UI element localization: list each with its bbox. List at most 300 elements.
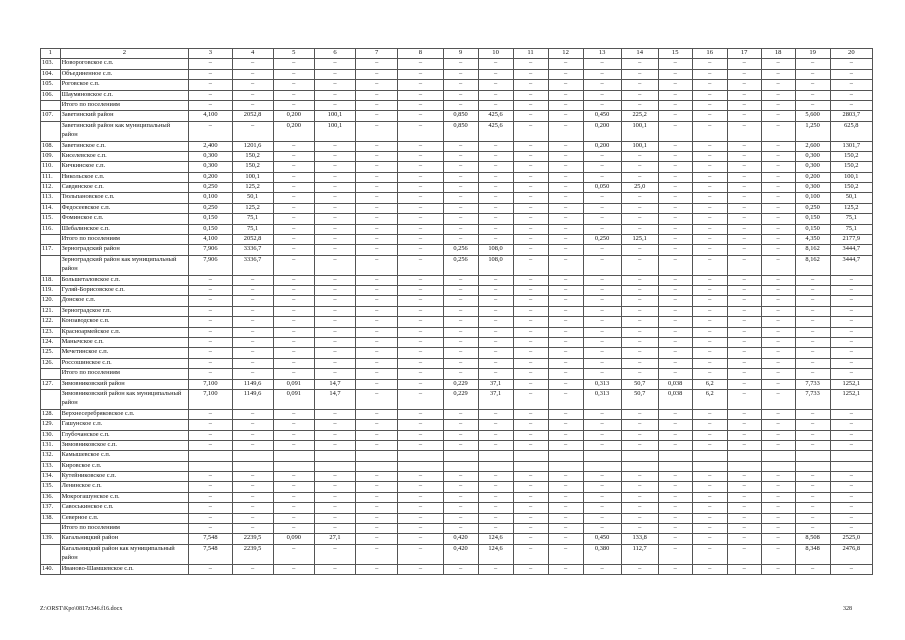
value-cell: – xyxy=(583,59,621,69)
value-cell: – xyxy=(443,296,478,306)
name-cell: Камышевское с.п. xyxy=(60,451,189,461)
value-cell: – xyxy=(548,193,583,203)
row-number-cell: 104. xyxy=(41,69,61,79)
value-cell: – xyxy=(398,440,443,450)
value-cell: – xyxy=(513,534,548,544)
row-number-cell: 130. xyxy=(41,430,61,440)
value-cell: – xyxy=(658,544,692,564)
value-cell: – xyxy=(830,513,872,523)
row-number-cell: 131. xyxy=(41,440,61,450)
value-cell: – xyxy=(583,255,621,275)
value-cell xyxy=(273,461,314,471)
value-cell: – xyxy=(658,214,692,224)
value-cell: – xyxy=(513,337,548,347)
value-cell: – xyxy=(830,59,872,69)
value-cell: – xyxy=(548,503,583,513)
value-cell: – xyxy=(621,255,658,275)
value-cell: – xyxy=(356,337,398,347)
row-number-cell: 126. xyxy=(41,358,61,368)
value-cell: – xyxy=(692,503,727,513)
value-cell: – xyxy=(658,59,692,69)
value-cell: – xyxy=(658,317,692,327)
value-cell: – xyxy=(830,482,872,492)
value-cell: 8,162 xyxy=(795,245,830,255)
value-cell: – xyxy=(478,337,513,347)
value-cell: 0,091 xyxy=(273,389,314,409)
value-cell: – xyxy=(356,69,398,79)
value-cell: – xyxy=(356,80,398,90)
value-cell: – xyxy=(621,503,658,513)
name-cell: Итого по поселениям xyxy=(60,235,189,245)
value-cell: – xyxy=(189,337,232,347)
value-cell: – xyxy=(513,492,548,502)
value-cell: – xyxy=(761,59,795,69)
value-cell: 625,8 xyxy=(830,121,872,141)
value-cell: 3336,7 xyxy=(232,255,273,275)
value-cell: – xyxy=(692,524,727,534)
column-header: 3 xyxy=(189,49,232,59)
value-cell: – xyxy=(692,430,727,440)
table-row xyxy=(41,564,873,574)
row-number-cell xyxy=(41,255,61,275)
column-header: 6 xyxy=(314,49,355,59)
value-cell: 0,313 xyxy=(583,389,621,409)
table-row xyxy=(41,492,873,502)
value-cell: 133,8 xyxy=(621,534,658,544)
value-cell: – xyxy=(830,90,872,100)
column-header: 20 xyxy=(830,49,872,59)
value-cell: – xyxy=(830,420,872,430)
value-cell: – xyxy=(513,564,548,574)
value-cell: – xyxy=(727,317,761,327)
value-cell: – xyxy=(513,141,548,151)
value-cell: – xyxy=(398,80,443,90)
value-cell: 1201,6 xyxy=(232,141,273,151)
value-cell: – xyxy=(727,513,761,523)
row-number-cell: 138. xyxy=(41,513,61,523)
value-cell: – xyxy=(478,296,513,306)
value-cell: 4,100 xyxy=(189,235,232,245)
value-cell: – xyxy=(356,503,398,513)
value-cell: 8,162 xyxy=(795,255,830,275)
row-number-cell: 112. xyxy=(41,183,61,193)
value-cell: – xyxy=(356,121,398,141)
value-cell: – xyxy=(761,306,795,316)
value-cell: 150,2 xyxy=(830,151,872,161)
value-cell: – xyxy=(795,503,830,513)
value-cell: – xyxy=(356,524,398,534)
table-row xyxy=(41,172,873,182)
value-cell: – xyxy=(795,430,830,440)
value-cell: – xyxy=(273,337,314,347)
value-cell: – xyxy=(658,513,692,523)
value-cell: – xyxy=(232,80,273,90)
value-cell: – xyxy=(513,90,548,100)
row-number-cell: 108. xyxy=(41,141,61,151)
row-number-cell: 129. xyxy=(41,420,61,430)
value-cell: – xyxy=(621,409,658,419)
value-cell: – xyxy=(727,348,761,358)
value-cell: 0,300 xyxy=(189,162,232,172)
table-row xyxy=(41,59,873,69)
value-cell: 225,2 xyxy=(621,111,658,121)
row-number-cell: 118. xyxy=(41,275,61,285)
value-cell: – xyxy=(232,296,273,306)
header-row xyxy=(41,49,873,59)
row-number-cell: 113. xyxy=(41,193,61,203)
value-cell: – xyxy=(658,151,692,161)
value-cell: – xyxy=(398,235,443,245)
value-cell: – xyxy=(658,348,692,358)
value-cell: – xyxy=(443,327,478,337)
column-header: 13 xyxy=(583,49,621,59)
value-cell xyxy=(443,461,478,471)
value-cell: – xyxy=(548,524,583,534)
value-cell: – xyxy=(513,111,548,121)
name-cell: Итого по поселениям xyxy=(60,524,189,534)
value-cell: – xyxy=(232,317,273,327)
row-number-cell: 116. xyxy=(41,224,61,234)
row-number-cell: 125. xyxy=(41,348,61,358)
value-cell: – xyxy=(548,151,583,161)
value-cell: – xyxy=(478,90,513,100)
value-cell: – xyxy=(621,100,658,110)
name-cell: Тюльпановское с.п. xyxy=(60,193,189,203)
name-cell: Савоськинское с.п. xyxy=(60,503,189,513)
value-cell: – xyxy=(795,440,830,450)
table-row xyxy=(41,482,873,492)
value-cell: – xyxy=(273,151,314,161)
value-cell: – xyxy=(727,59,761,69)
value-cell: 0,250 xyxy=(189,203,232,213)
value-cell: – xyxy=(727,235,761,245)
value-cell: – xyxy=(795,286,830,296)
value-cell: – xyxy=(548,327,583,337)
value-cell xyxy=(830,461,872,471)
name-cell: Заветинский район xyxy=(60,111,189,121)
table-row xyxy=(41,317,873,327)
value-cell: 0,300 xyxy=(795,151,830,161)
name-cell: Верхнесеребряковское с.п. xyxy=(60,409,189,419)
value-cell: – xyxy=(761,317,795,327)
value-cell xyxy=(273,451,314,461)
value-cell: – xyxy=(548,69,583,79)
row-number-cell xyxy=(41,524,61,534)
value-cell: – xyxy=(356,317,398,327)
name-cell: Гашунское с.п. xyxy=(60,420,189,430)
value-cell: – xyxy=(314,193,355,203)
value-cell: – xyxy=(478,513,513,523)
value-cell: 7,100 xyxy=(189,389,232,409)
row-number-cell: 133. xyxy=(41,461,61,471)
value-cell: – xyxy=(273,203,314,213)
value-cell: – xyxy=(513,358,548,368)
row-number-cell: 114. xyxy=(41,203,61,213)
value-cell: 100,1 xyxy=(314,111,355,121)
value-cell: – xyxy=(727,524,761,534)
value-cell: – xyxy=(273,409,314,419)
value-cell: – xyxy=(621,524,658,534)
value-cell: – xyxy=(548,100,583,110)
value-cell: – xyxy=(273,440,314,450)
table-row xyxy=(41,327,873,337)
value-cell: – xyxy=(443,524,478,534)
value-cell: – xyxy=(658,141,692,151)
table-row xyxy=(41,275,873,285)
value-cell: 0,091 xyxy=(273,379,314,389)
value-cell: – xyxy=(658,430,692,440)
table-row xyxy=(41,214,873,224)
value-cell: – xyxy=(398,524,443,534)
value-cell: – xyxy=(356,513,398,523)
name-cell: Киселевское с.п. xyxy=(60,151,189,161)
value-cell: 0,450 xyxy=(583,534,621,544)
value-cell: – xyxy=(830,327,872,337)
value-cell: 0,250 xyxy=(189,183,232,193)
value-cell: – xyxy=(398,172,443,182)
value-cell: 0,313 xyxy=(583,379,621,389)
value-cell: – xyxy=(692,69,727,79)
name-cell: Савдянское с.п. xyxy=(60,183,189,193)
value-cell: 50,1 xyxy=(232,193,273,203)
value-cell: – xyxy=(314,420,355,430)
value-cell: – xyxy=(478,193,513,203)
value-cell: – xyxy=(478,141,513,151)
value-cell: – xyxy=(658,524,692,534)
value-cell xyxy=(478,461,513,471)
value-cell: – xyxy=(443,141,478,151)
value-cell: – xyxy=(398,379,443,389)
value-cell: 150,2 xyxy=(830,183,872,193)
value-cell: – xyxy=(761,327,795,337)
value-cell: – xyxy=(443,69,478,79)
value-cell: – xyxy=(761,348,795,358)
value-cell: – xyxy=(273,472,314,482)
value-cell: – xyxy=(398,214,443,224)
value-cell: – xyxy=(621,317,658,327)
value-cell xyxy=(189,451,232,461)
value-cell: – xyxy=(356,564,398,574)
value-cell: – xyxy=(443,151,478,161)
row-number-cell: 136. xyxy=(41,492,61,502)
value-cell: – xyxy=(443,203,478,213)
value-cell: – xyxy=(443,472,478,482)
value-cell: – xyxy=(761,513,795,523)
value-cell: – xyxy=(443,440,478,450)
value-cell: – xyxy=(356,193,398,203)
value-cell: – xyxy=(398,492,443,502)
value-cell: – xyxy=(273,503,314,513)
column-header: 7 xyxy=(356,49,398,59)
name-cell: Зерноградский район как муниципальный район xyxy=(60,255,189,275)
value-cell: – xyxy=(398,203,443,213)
value-cell: 0,300 xyxy=(795,183,830,193)
table-row xyxy=(41,286,873,296)
name-cell: Федосеевское с.п. xyxy=(60,203,189,213)
value-cell: – xyxy=(761,389,795,409)
value-cell: – xyxy=(356,440,398,450)
value-cell: – xyxy=(727,224,761,234)
value-cell: – xyxy=(513,224,548,234)
value-cell: – xyxy=(692,358,727,368)
name-cell: Ленинское с.п. xyxy=(60,482,189,492)
value-cell: – xyxy=(398,409,443,419)
table-row xyxy=(41,451,873,461)
value-cell: – xyxy=(513,430,548,440)
value-cell: – xyxy=(583,151,621,161)
value-cell xyxy=(356,461,398,471)
row-number-cell: 110. xyxy=(41,162,61,172)
row-number-cell: 117. xyxy=(41,245,61,255)
value-cell: – xyxy=(727,286,761,296)
value-cell: – xyxy=(621,172,658,182)
value-cell xyxy=(398,451,443,461)
data-table xyxy=(40,48,873,575)
value-cell: – xyxy=(658,564,692,574)
value-cell: – xyxy=(189,100,232,110)
value-cell: – xyxy=(727,151,761,161)
value-cell: – xyxy=(189,503,232,513)
value-cell: – xyxy=(398,100,443,110)
value-cell: – xyxy=(727,534,761,544)
value-cell: – xyxy=(513,409,548,419)
page-number: 328 xyxy=(843,606,852,612)
value-cell: – xyxy=(189,482,232,492)
value-cell: – xyxy=(513,275,548,285)
value-cell: – xyxy=(398,162,443,172)
value-cell: – xyxy=(830,369,872,379)
value-cell: – xyxy=(761,430,795,440)
value-cell xyxy=(692,461,727,471)
value-cell: 2525,0 xyxy=(830,534,872,544)
value-cell: 2,400 xyxy=(189,141,232,151)
value-cell: – xyxy=(273,275,314,285)
value-cell: – xyxy=(692,513,727,523)
value-cell: – xyxy=(548,482,583,492)
value-cell: – xyxy=(273,183,314,193)
value-cell: – xyxy=(232,524,273,534)
value-cell: – xyxy=(513,162,548,172)
value-cell: – xyxy=(692,306,727,316)
value-cell: – xyxy=(548,162,583,172)
value-cell: – xyxy=(727,503,761,513)
value-cell: – xyxy=(443,492,478,502)
table-row xyxy=(41,224,873,234)
value-cell: – xyxy=(443,193,478,203)
value-cell: – xyxy=(727,193,761,203)
row-number-cell xyxy=(41,544,61,564)
value-cell: – xyxy=(232,492,273,502)
value-cell xyxy=(232,451,273,461)
name-cell: Роговское с.п. xyxy=(60,80,189,90)
value-cell: – xyxy=(692,534,727,544)
value-cell: – xyxy=(795,69,830,79)
value-cell: – xyxy=(189,369,232,379)
value-cell xyxy=(658,461,692,471)
row-number-cell: 122. xyxy=(41,317,61,327)
value-cell: – xyxy=(621,564,658,574)
value-cell: – xyxy=(761,358,795,368)
value-cell: – xyxy=(356,369,398,379)
value-cell: – xyxy=(314,183,355,193)
value-cell: – xyxy=(478,327,513,337)
value-cell xyxy=(398,461,443,471)
value-cell: – xyxy=(314,80,355,90)
value-cell: – xyxy=(443,90,478,100)
value-cell: – xyxy=(398,358,443,368)
value-cell: – xyxy=(232,420,273,430)
value-cell: – xyxy=(727,214,761,224)
table-row xyxy=(41,111,873,121)
table-row xyxy=(41,534,873,544)
value-cell: – xyxy=(583,430,621,440)
value-cell: – xyxy=(692,80,727,90)
value-cell: – xyxy=(548,389,583,409)
name-cell: Кутейниковское с.п. xyxy=(60,472,189,482)
value-cell: – xyxy=(658,327,692,337)
value-cell: – xyxy=(583,306,621,316)
value-cell: – xyxy=(621,275,658,285)
value-cell: – xyxy=(398,503,443,513)
value-cell: – xyxy=(356,327,398,337)
value-cell: 0,200 xyxy=(583,141,621,151)
value-cell: – xyxy=(583,503,621,513)
value-cell: – xyxy=(356,389,398,409)
value-cell: – xyxy=(548,214,583,224)
column-header: 4 xyxy=(232,49,273,59)
value-cell: – xyxy=(478,369,513,379)
value-cell: – xyxy=(478,162,513,172)
value-cell: – xyxy=(583,472,621,482)
value-cell: – xyxy=(830,440,872,450)
value-cell: – xyxy=(398,306,443,316)
value-cell xyxy=(548,461,583,471)
value-cell: – xyxy=(398,327,443,337)
row-number-cell: 139. xyxy=(41,534,61,544)
name-cell: Мечетинское с.п. xyxy=(60,348,189,358)
value-cell: – xyxy=(727,482,761,492)
value-cell: – xyxy=(621,162,658,172)
value-cell: 150,2 xyxy=(830,162,872,172)
table-row xyxy=(41,503,873,513)
value-cell: 0,200 xyxy=(583,121,621,141)
name-cell: Гуляй-Борисовское с.п. xyxy=(60,286,189,296)
value-cell: – xyxy=(189,59,232,69)
value-cell: – xyxy=(548,286,583,296)
value-cell: – xyxy=(443,348,478,358)
value-cell: 7,906 xyxy=(189,255,232,275)
value-cell: – xyxy=(478,183,513,193)
column-header: 10 xyxy=(478,49,513,59)
value-cell: – xyxy=(795,59,830,69)
value-cell: – xyxy=(189,513,232,523)
value-cell: – xyxy=(232,337,273,347)
value-cell: – xyxy=(273,524,314,534)
value-cell: – xyxy=(314,275,355,285)
value-cell: – xyxy=(692,203,727,213)
value-cell: – xyxy=(830,69,872,79)
value-cell: 0,300 xyxy=(189,151,232,161)
table-row xyxy=(41,544,873,564)
value-cell: – xyxy=(548,141,583,151)
value-cell: – xyxy=(548,369,583,379)
value-cell: – xyxy=(692,121,727,141)
value-cell: – xyxy=(513,100,548,110)
value-cell xyxy=(795,461,830,471)
value-cell: – xyxy=(621,513,658,523)
value-cell: – xyxy=(232,121,273,141)
row-number-cell: 124. xyxy=(41,337,61,347)
